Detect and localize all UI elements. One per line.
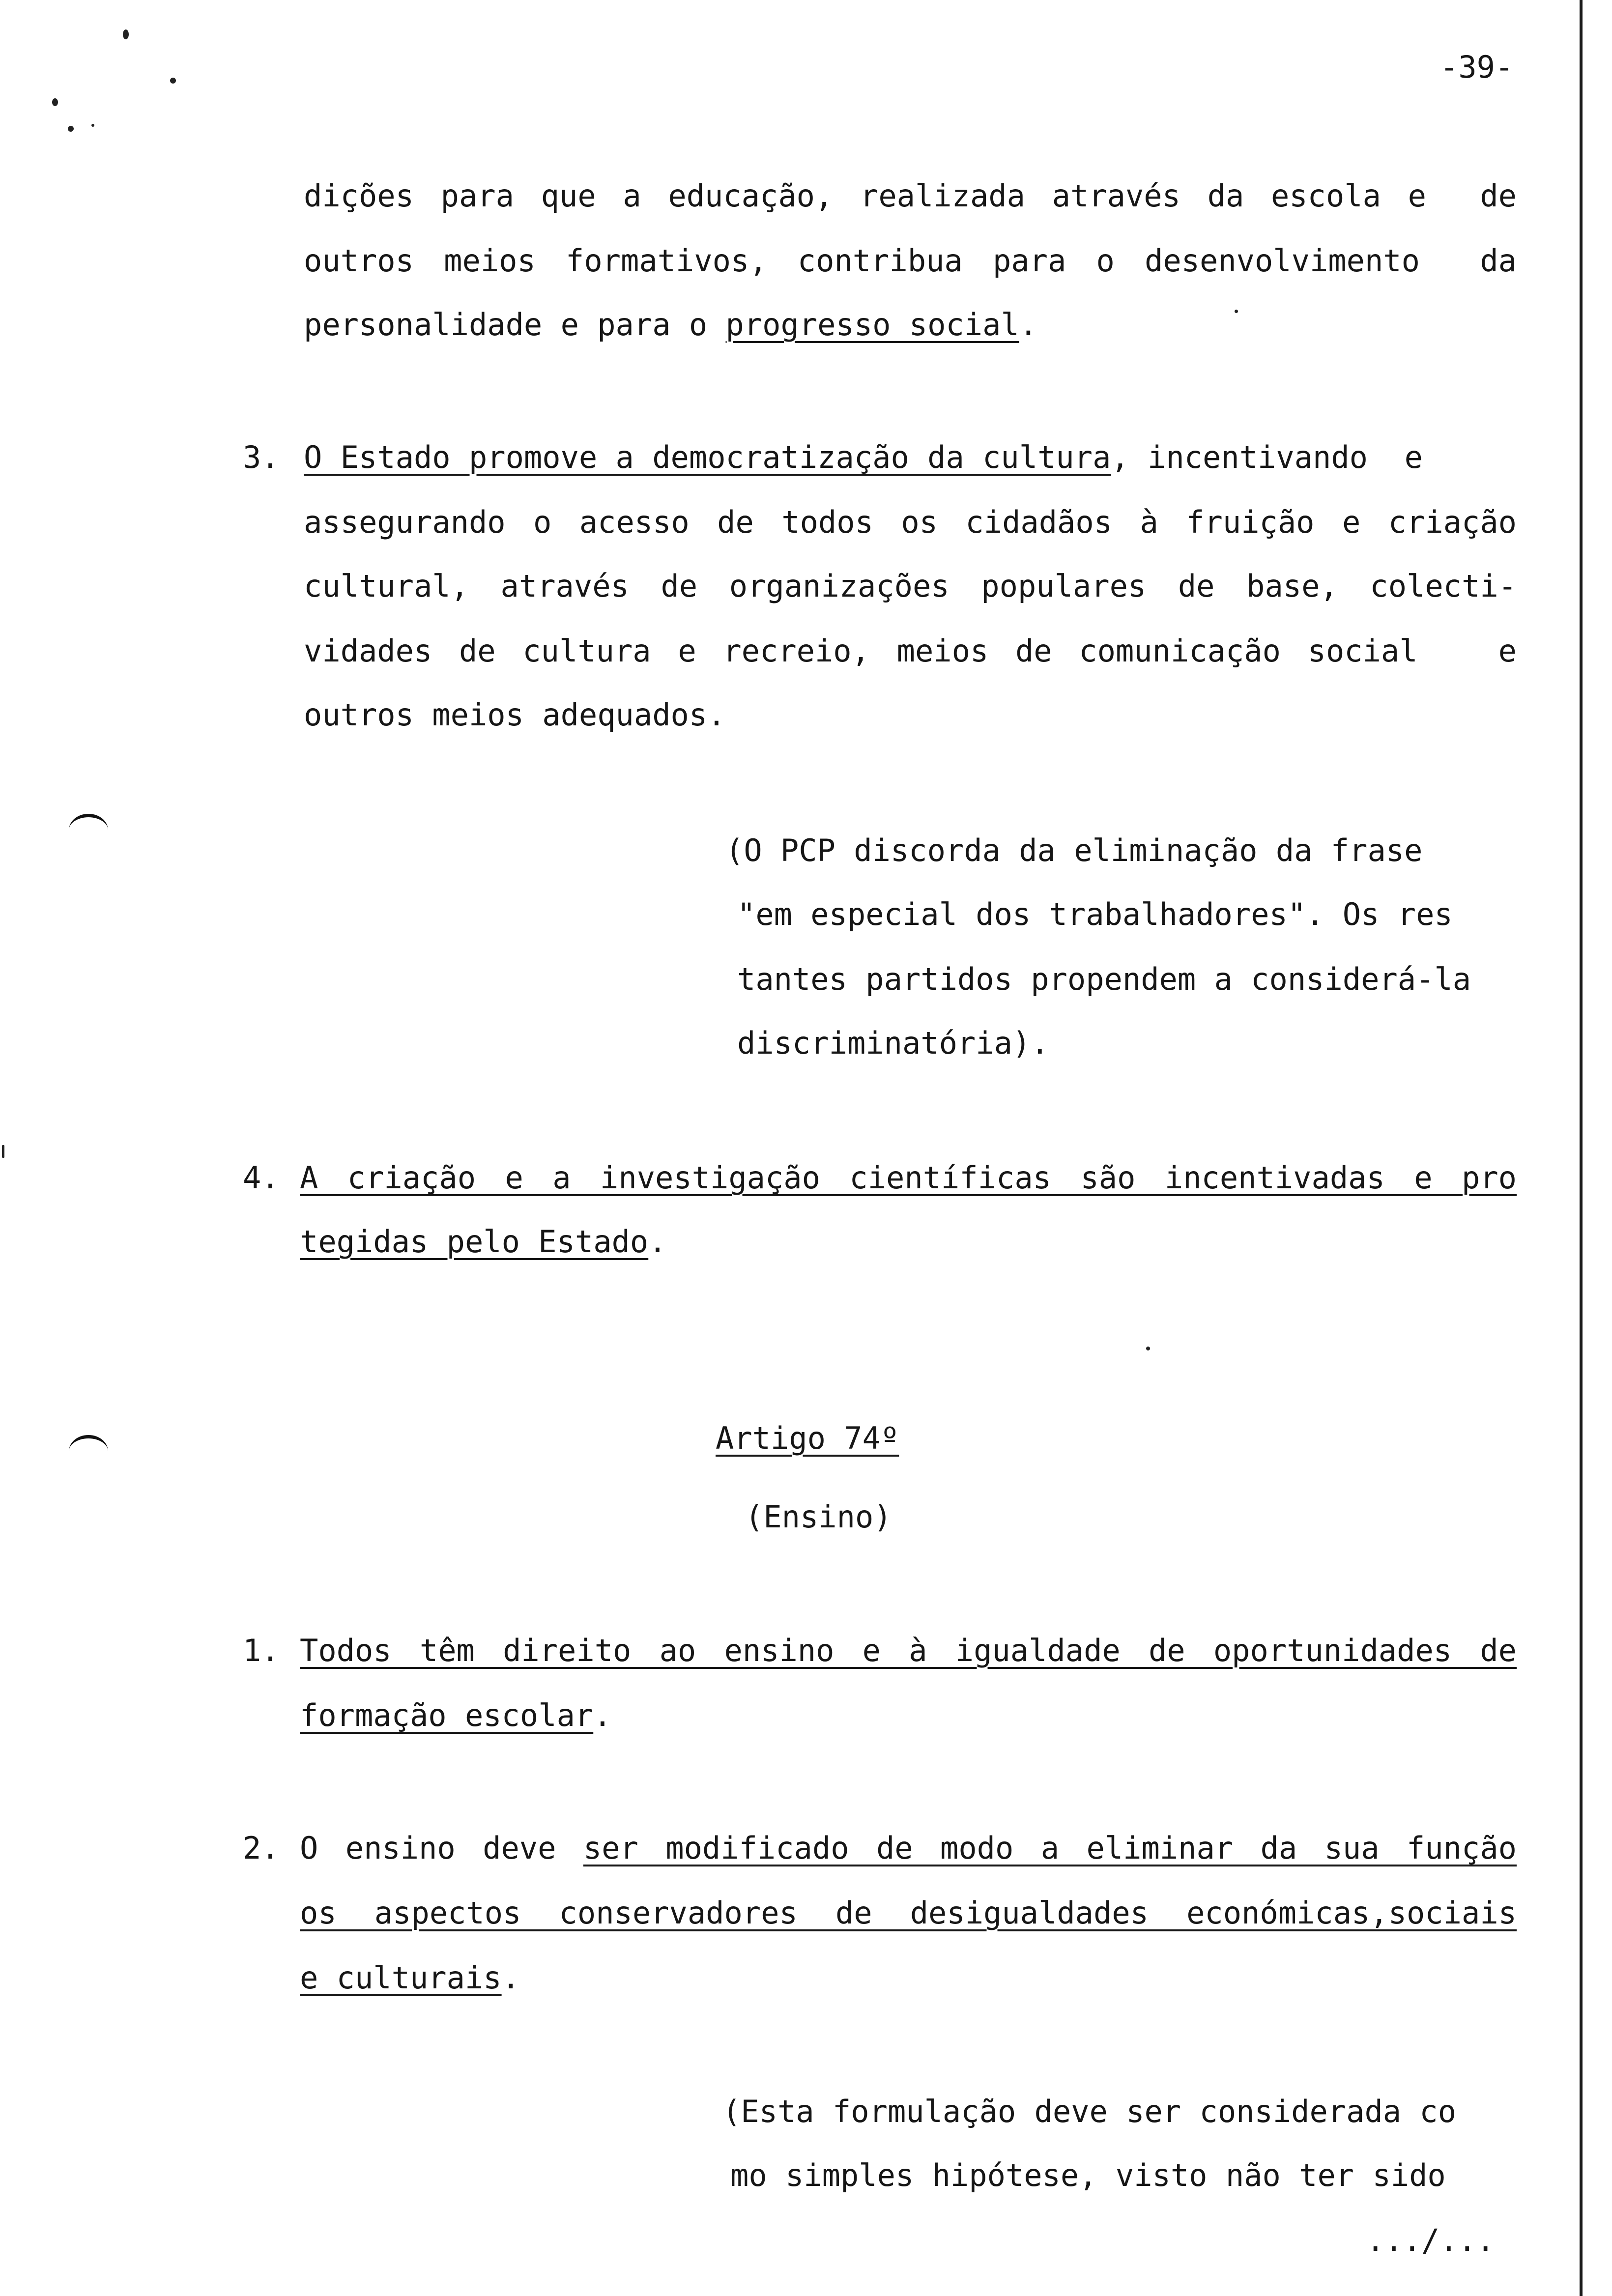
item-number: 2.: [243, 1830, 280, 1866]
item-number: 4.: [243, 1160, 280, 1196]
paragraph-line: [300, 1830, 1517, 1866]
paragraph-text: O ensino deve: [300, 1830, 583, 1866]
scan-mark: [2, 1145, 4, 1158]
paragraph-line: assegurando o acesso de todos os cidadãos à fruição e criação: [304, 504, 1517, 540]
note-line: (Esta formulação deve ser considerada co: [722, 2094, 1457, 2129]
scan-mark: [52, 98, 58, 106]
paragraph-text: personalidade e para o: [304, 307, 726, 343]
continuation-mark: .../...: [1366, 2222, 1495, 2258]
article-subtitle: (Ensino): [745, 1499, 892, 1535]
paragraph-text: .: [501, 1960, 520, 1996]
paragraph-line: [304, 439, 1423, 475]
scan-mark: [69, 1435, 108, 1468]
paragraph-line: Todos têm direito ao ensino e à igualdade de oportunidades de: [300, 1633, 1517, 1668]
paragraph-line: dições para que a educação, realizada através da escola e de: [304, 178, 1517, 214]
page-right-edge: [1580, 0, 1583, 2296]
paragraph-text: .: [1019, 307, 1038, 343]
note-line: mo simples hipótese, visto não ter sido: [730, 2157, 1446, 2193]
note-line: tantes partidos propendem a considerá-la: [737, 961, 1471, 997]
paragraph-text: .: [648, 1224, 667, 1260]
paragraph-line: outros meios adequados.: [304, 697, 726, 733]
paragraph-text: , incentivando e: [1111, 439, 1423, 475]
item-number: 3.: [243, 439, 280, 475]
paragraph-text: .: [593, 1697, 612, 1733]
item-number: 1.: [243, 1633, 280, 1668]
scan-mark: [91, 124, 94, 127]
scan-mark: [1235, 310, 1238, 313]
paragraph-line: A criação e a investigação científicas são incentivadas e pro: [300, 1160, 1517, 1196]
scan-mark: [68, 126, 74, 132]
note-line: discriminatória).: [737, 1025, 1049, 1061]
page-number: -39-: [1440, 49, 1514, 85]
paragraph-line: cultural, através de organizações populares de base, colecti-: [304, 568, 1517, 604]
underlined-text: O Estado promove a democratização da cultura: [304, 439, 1111, 475]
note-line: "em especial dos trabalhadores". Os res: [737, 896, 1453, 932]
scan-mark: [123, 29, 129, 39]
scan-mark: [69, 814, 108, 847]
paragraph-line: [304, 307, 1038, 343]
underlined-text: progresso social: [725, 307, 1019, 343]
underlined-text: tegidas pelo Estado: [300, 1224, 649, 1260]
paragraph-line: [300, 1697, 612, 1733]
underlined-text: e culturais: [300, 1960, 502, 1996]
underlined-text: formação escolar: [300, 1697, 594, 1733]
scan-mark: [1146, 1347, 1150, 1350]
note-line: (O PCP discorda da eliminação da frase: [725, 832, 1423, 868]
paragraph-line: outros meios formativos, contribua para o desenvolvimento da: [304, 243, 1517, 279]
underlined-text: ser modificado de modo a eliminar da sua função: [583, 1830, 1517, 1866]
paragraph-line: [300, 1224, 667, 1260]
paragraph-line: [300, 1960, 520, 1996]
paragraph-line: vidades de cultura e recreio, meios de comunicação social e: [304, 633, 1517, 669]
article-title: Artigo 74º: [716, 1420, 899, 1456]
scan-mark: [170, 78, 176, 84]
paragraph-line: os aspectos conservadores de desigualdades económicas,sociais: [300, 1895, 1517, 1931]
